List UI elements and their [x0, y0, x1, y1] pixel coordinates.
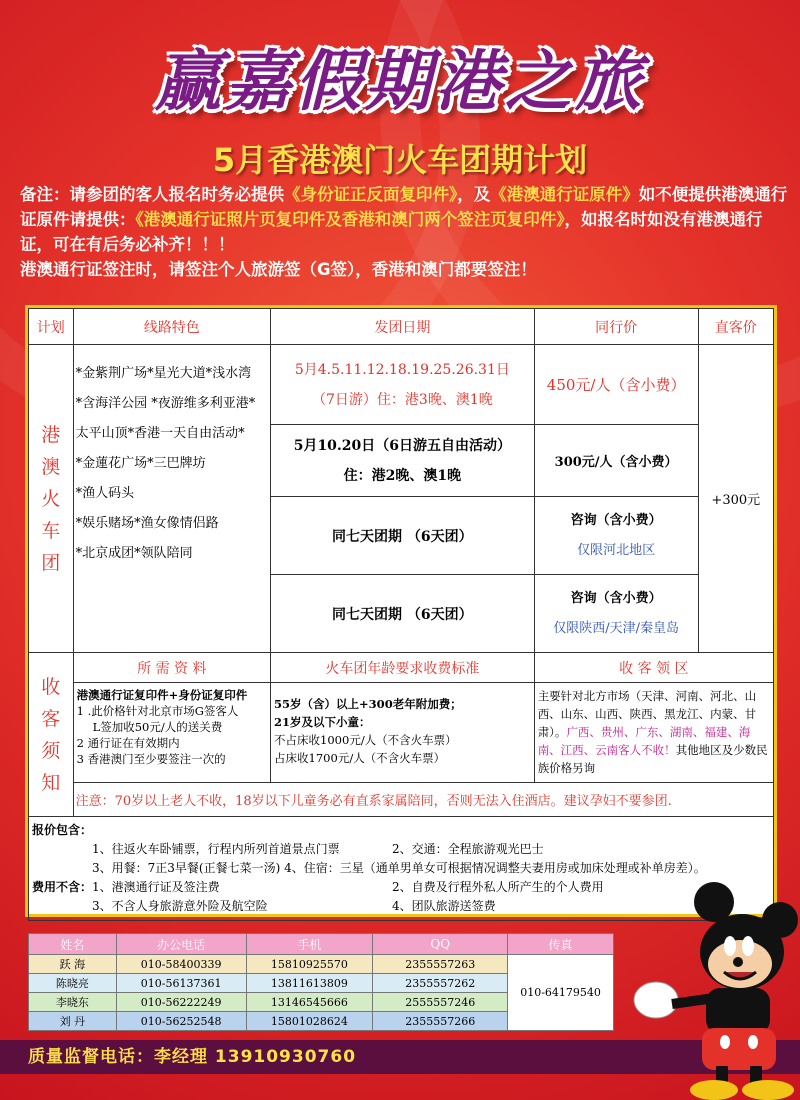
mascot-shorts — [702, 1028, 776, 1070]
mascot-nose — [733, 957, 743, 967]
quality-hotline: 质量监督电话：李经理 13910930760 — [0, 1040, 800, 1074]
region-note: 仅限河北地区 — [577, 542, 656, 558]
age-line: 占床收1700元/人（不含火车票） — [274, 751, 446, 765]
contact-mobile: 15801028624 — [246, 1012, 373, 1031]
area-cell — [534, 683, 773, 783]
price-cell — [534, 575, 698, 653]
docs-line: 1 .此价格针对北京市场G签客人 — [76, 704, 239, 718]
date-cell — [271, 345, 535, 425]
contact-name: 李晓东 — [29, 993, 117, 1012]
contact-office: 010-56137361 — [116, 974, 246, 993]
mascot-button — [748, 1035, 758, 1049]
mascot-button — [720, 1035, 730, 1049]
feature-item: *北京成团*领队陪同 — [75, 546, 193, 561]
excluded-item: 1、港澳通行证及签注费 — [92, 880, 220, 894]
mascot-torso — [706, 988, 770, 1034]
age-line: 21岁及以下小童： — [274, 715, 371, 729]
contact-qq: 2355557266 — [373, 1012, 508, 1031]
docs-line: 3 香港澳门至少要签注一次的 — [76, 752, 226, 766]
feature-item: *娱乐赌场*渔女像情侣路 — [75, 516, 219, 531]
excluded-item: 2、自费及行程外私人所产生的个人费用 — [392, 880, 604, 894]
contact-mobile: 15810925570 — [246, 955, 373, 974]
table-header-row — [29, 309, 774, 345]
attention-note — [73, 783, 773, 817]
feature-item: *渔人码头 — [75, 486, 135, 501]
contact-qq: 2355557262 — [373, 974, 508, 993]
mascot-eye — [742, 936, 754, 956]
contacts-header-office: 办公电话 — [116, 934, 246, 955]
section-label: 收 客 须 知 — [41, 675, 61, 794]
contact-mobile: 13146545666 — [246, 993, 373, 1012]
mascot-shoe — [742, 1080, 794, 1100]
header-price: 同行价 — [534, 309, 698, 345]
date-line: 住：港2晚、澳1晚 — [343, 467, 462, 484]
docs-title: 港澳通行证复印件+身份证复印件 — [76, 688, 248, 702]
contacts-header-row — [29, 934, 614, 955]
area-excluded: 广西、贵州、广东、湖南、福建、海南、江西、云南客人不收！ — [537, 725, 751, 757]
included-item: 4、住宿：三星（通单男单女可根据情况调整夫妻用房或加床处理或补单房差）。 — [284, 861, 706, 875]
date-line: （7日游）住：港3晚、澳1晚 — [312, 391, 493, 408]
included-label: 报价包含： — [32, 823, 93, 837]
contacts-header-mobile: 手机 — [246, 934, 373, 955]
contact-office: 010-56252548 — [116, 1012, 246, 1031]
age-line: 55岁（含）以上+300老年附加费； — [274, 697, 462, 711]
price-line: 咨询（含小费） — [570, 512, 662, 528]
included-item: 2、交通：全程旅游观光巴士 — [392, 842, 544, 856]
area-text: 其他地区及少数民族价格另询 — [537, 743, 768, 775]
contact-name: 跃 海 — [29, 955, 117, 974]
date-line: 5月4.5.11.12.18.19.25.26.31日 — [294, 361, 510, 378]
note-text: 如不便提供港澳通行证原件请提供： — [20, 185, 788, 229]
header-date: 发团日期 — [271, 309, 535, 345]
docs-line: 2 通行证在有效期内 — [76, 736, 180, 750]
note-highlight: 《港澳通行证原件》 — [490, 185, 639, 204]
contacts-table — [28, 933, 614, 1031]
note-text: ，如报名时如没有港澳通行证，可在有后务必补齐！！！ — [20, 210, 763, 254]
feature-item: *金紫荆广场*星光大道*浅水湾 — [75, 366, 252, 381]
contacts-header-name: 姓名 — [29, 934, 117, 955]
price-cell: 300元/人（含小费） — [534, 425, 698, 497]
price-line: 咨询（含小费） — [570, 590, 662, 606]
note-text: ，及 — [457, 185, 491, 204]
feature-item: *金蓮花广场*三巴牌坊 — [75, 456, 206, 471]
section-label: 港 澳 火 车 团 — [41, 423, 61, 574]
subheader-docs: 所 需 资 料 — [73, 653, 270, 683]
date-cell: 同七天团期 （6天团） — [271, 497, 535, 575]
contacts-header-qq: QQ — [373, 934, 508, 955]
included-item: 3、用餐：7正3早餐(正餐七菜一汤) — [92, 861, 281, 875]
contacts-header-fax: 传真 — [508, 934, 614, 955]
feature-item: 太平山顶*香港一天自由活动* — [75, 426, 245, 441]
table-row — [29, 345, 774, 425]
area-text: 主要针对北方市场（天津、河南、河北、山西、山东、山西、陕西、黑龙江、内蒙、甘肃）。 — [537, 689, 757, 739]
contact-name: 陈晓亮 — [29, 974, 117, 993]
excluded-label: 费用不含： — [32, 880, 93, 894]
docs-cell — [73, 683, 270, 783]
subheader-area: 收 客 领 区 — [534, 653, 773, 683]
subheader-age: 火车团年龄要求收费标准 — [271, 653, 535, 683]
included-item: 1、往返火车卧铺票，行程内所列首道景点门票 — [92, 842, 340, 856]
date-cell: 同七天团期 （6天团） — [271, 575, 535, 653]
excluded-item: 4、团队旅游送签费 — [392, 899, 496, 913]
page-title: 赢嘉假期港之旅 — [155, 43, 645, 120]
age-cell — [271, 683, 535, 783]
contact-office: 010-58400339 — [116, 955, 246, 974]
docs-line: L签加收50元/人的送关费 — [92, 720, 223, 734]
contact-qq: 2555557246 — [373, 993, 508, 1012]
date-cell — [271, 425, 535, 497]
contact-fax: 010-64179540 — [508, 955, 614, 1031]
contact-row — [29, 955, 614, 974]
mickey-mascot-image — [622, 880, 800, 1100]
contact-name: 刘 丹 — [29, 1012, 117, 1031]
route-features — [73, 345, 270, 653]
page-subtitle: 5月香港澳门火车团期计划 — [212, 141, 588, 179]
contact-qq: 2355557263 — [373, 955, 508, 974]
table-row — [29, 683, 774, 783]
price-cell — [534, 497, 698, 575]
direct-price: +300元 — [698, 345, 773, 653]
note-text: 备注：请参团的客人报名时务必提供 — [20, 185, 284, 204]
table-row — [29, 783, 774, 817]
date-line: 5月10.20日（6日游五自由活动） — [293, 437, 512, 454]
itinerary-panel — [25, 305, 777, 917]
mascot-eye — [724, 936, 736, 956]
note-visa: 港澳通行证签注时，请签注个人旅游签（G签），香港和澳门都要签注！ — [20, 260, 537, 279]
price-cell: 450元/人（含小费） — [534, 345, 698, 425]
header-route: 线路特色 — [73, 309, 270, 345]
mascot-glove — [634, 982, 678, 1018]
section-train-tour — [29, 345, 74, 653]
table-subheader-row — [29, 653, 774, 683]
attention-text: 注意：70岁以上老人不收，18岁以下儿童务必有直系家属陪同，否则无法入住酒店。建议孕妇不要参团. — [75, 794, 672, 809]
note-highlight: 《港澳通行证照片页复印件及香港和澳门两个签注页复印件》 — [135, 210, 565, 229]
feature-item: *含海洋公园 *夜游维多利亚港* — [75, 396, 256, 411]
age-line: 不占床收1000元/人（不含火车票） — [274, 733, 457, 747]
mascot-ear — [694, 882, 734, 922]
notes-block — [20, 182, 790, 282]
contact-office: 010-56222249 — [116, 993, 246, 1012]
mascot-shoe — [690, 1080, 738, 1100]
header-direct: 直客价 — [698, 309, 773, 345]
section-notice — [29, 653, 74, 817]
contact-mobile: 13811613809 — [246, 974, 373, 993]
header-plan: 计划 — [29, 309, 74, 345]
note-highlight: 《身份证正反面复印件》 — [284, 185, 458, 204]
itinerary-table — [28, 308, 774, 921]
excluded-item: 3、不含人身旅游意外险及航空险 — [92, 899, 268, 913]
region-note: 仅限陕西/天津/秦皇岛 — [553, 620, 679, 636]
